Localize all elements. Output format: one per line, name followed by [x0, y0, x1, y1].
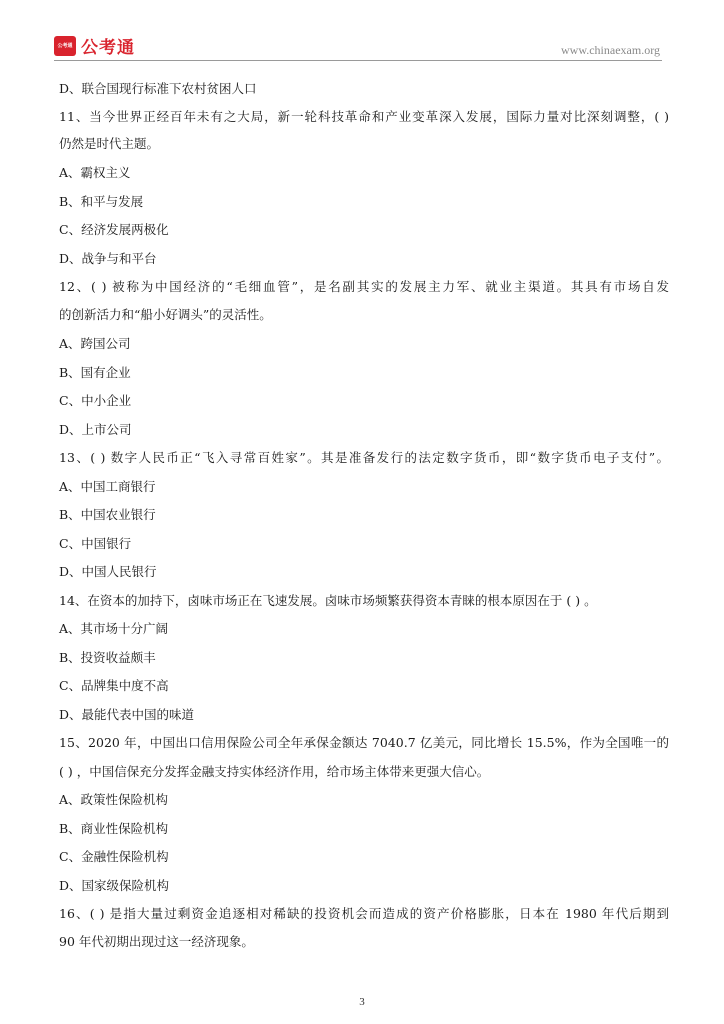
page-header: [0, 0, 724, 64]
q13-option-b: B、中国农业银行: [59, 507, 156, 522]
logo-text: 公考通: [81, 38, 135, 58]
logo-badge-icon: 公考通: [54, 36, 76, 56]
site-url[interactable]: www.chinaexam.org: [561, 43, 660, 57]
q13-option-a: A、中国工商银行: [59, 479, 156, 494]
q13-stem: 13、( ) 数字人民币正“飞入寻常百姓家”。其是准备发行的法定数字货币，即“数字货币电子支付”。: [59, 450, 669, 465]
q11-stem-line-2: 仍然是时代主题。: [59, 136, 160, 151]
q14-option-c: C、品牌集中度不高: [59, 678, 169, 693]
q11-option-c: C、经济发展两极化: [59, 222, 169, 237]
q12-option-d: D、上市公司: [59, 422, 132, 437]
brand-logo[interactable]: [54, 33, 135, 58]
header-divider: [54, 60, 662, 61]
q11-stem-line-1: 11、当今世界正经百年未有之大局，新一轮科技革命和产业变革深入发展，国际力量对比深刻调整，( ): [59, 109, 669, 124]
q16-stem-line-2: 90 年代初期出现过这一经济现象。: [59, 934, 254, 949]
q12-option-a: A、跨国公司: [59, 336, 131, 351]
q12-option-c: C、中小企业: [59, 393, 132, 408]
q12-option-b: B、国有企业: [59, 365, 131, 380]
q13-option-c: C、中国银行: [59, 536, 132, 551]
q14-stem: 14、在资本的加持下，卤味市场正在飞速发展。卤味市场频繁获得资本青睐的根本原因在于 ( ) 。: [59, 593, 597, 608]
q12-stem-line-2: 的创新活力和“船小好调头”的灵活性。: [59, 307, 272, 322]
q15-stem-line-2: ( ) ，中国信保充分发挥金融支持实体经济作用，给市场主体带来更强大信心。: [59, 764, 490, 779]
page-number: 3: [359, 996, 365, 1008]
q16-stem-line-1: 16、( ) 是指大量过剩资金追逐相对稀缺的投资机会而造成的资产价格膨胀，日本在 1980 年代后期到: [59, 906, 669, 921]
q14-option-b: B、投资收益颇丰: [59, 650, 156, 665]
q10-option-d: D、联合国现行标准下农村贫困人口: [59, 81, 257, 96]
q12-stem-line-1: 12、( ) 被称为中国经济的“毛细血管”，是名副其实的发展主力军、就业主渠道。其具有市场自发: [59, 279, 669, 294]
q15-option-a: A、政策性保险机构: [59, 792, 169, 807]
q14-option-d: D、最能代表中国的味道: [59, 707, 195, 722]
q15-option-d: D、国家级保险机构: [59, 878, 170, 893]
q11-option-d: D、战争与和平台: [59, 251, 157, 266]
q11-option-b: B、和平与发展: [59, 194, 144, 209]
q13-option-d: D、中国人民银行: [59, 564, 157, 579]
q15-option-b: B、商业性保险机构: [59, 821, 169, 836]
q15-option-c: C、金融性保险机构: [59, 849, 169, 864]
q14-option-a: A、其市场十分广阔: [59, 621, 169, 636]
q15-stem-line-1: 15、2020 年，中国出口信用保险公司全年承保金额达 7040.7 亿美元，同比增长 15.5%，作为全国唯一的: [59, 735, 669, 750]
q11-option-a: A、霸权主义: [59, 165, 131, 180]
